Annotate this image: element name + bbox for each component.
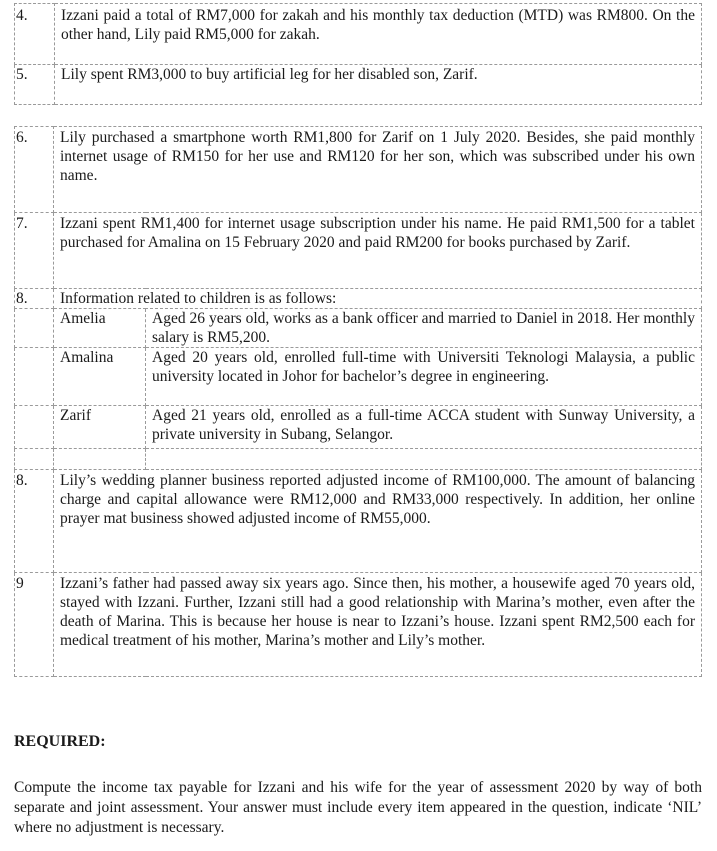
item-number: 8. bbox=[15, 289, 54, 309]
item-number: 7. bbox=[15, 213, 54, 289]
question-row-8-children-heading bbox=[15, 289, 702, 309]
question-row-6 bbox=[15, 127, 702, 213]
child-row-zarif bbox=[15, 406, 702, 449]
child-description: Aged 20 years old, enrolled full-time with Universiti Teknologi Malaysia, a public university located in Johor for bachelor’s degree in engineering. bbox=[146, 348, 702, 406]
question-table-part-1 bbox=[14, 3, 702, 105]
question-row-5 bbox=[15, 65, 702, 105]
child-name: Amalina bbox=[54, 348, 146, 406]
item-text: Lily purchased a smartphone worth RM1,800 for Zarif on 1 July 2020. Besides, she paid monthly internet usage of RM150 for her use and RM120 for her son, which was subscribed under his own name. bbox=[54, 127, 702, 213]
question-table-part-2 bbox=[14, 126, 702, 677]
item-number: 4. bbox=[15, 4, 55, 65]
question-row-4 bbox=[15, 4, 702, 65]
item-text: Izzani spent RM1,400 for internet usage subscription under his name. He paid RM1,500 for a tablet purchased for Amalina on 15 February 2020 and paid RM200 for books purchased by Zarif. bbox=[54, 213, 702, 289]
child-description: Aged 21 years old, enrolled as a full-time ACCA student with Sunway University, a private university in Subang, Selangor. bbox=[146, 406, 702, 449]
empty-row bbox=[15, 449, 702, 470]
child-row-amalina bbox=[15, 348, 702, 406]
item-text: Lily spent RM3,000 to buy artificial leg for her disabled son, Zarif. bbox=[55, 65, 702, 105]
required-instruction: Compute the income tax payable for Izzani and his wife for the year of assessment 2020 by way of both separate and joint assessment. Your answer must include every item appeared in the question, indicate ‘NIL’ where no adjustment is necessary. bbox=[14, 779, 702, 836]
item-text: Izzani’s father had passed away six years ago. Since then, his mother, a housewife aged 70 years old, stayed with Izzani. Further, Izzani still had a good relationship with Marina’s mother, even after the death of Marina. This is because her house is near to Izzani’s house. Izzani spent RM2,500 each for medical treatment of his mother, Marina’s mother and Lily’s mother. bbox=[54, 573, 702, 677]
question-row-9 bbox=[15, 573, 702, 677]
child-name: Amelia bbox=[54, 309, 146, 348]
question-row-7 bbox=[15, 213, 702, 289]
item-text: Izzani paid a total of RM7,000 for zakah and his monthly tax deduction (MTD) was RM800. On the other hand, Lily paid RM5,000 for zakah. bbox=[55, 4, 702, 65]
item-number: 8. bbox=[15, 470, 54, 573]
question-row-8-business bbox=[15, 470, 702, 573]
children-heading: Information related to children is as follows: bbox=[54, 289, 702, 309]
item-text: Lily’s wedding planner business reported adjusted income of RM100,000. The amount of balancing charge and capital allowance were RM12,000 and RM33,000 respectively. In addition, her online prayer mat business showed adjusted income of RM55,000. bbox=[54, 470, 702, 573]
item-number: 6. bbox=[15, 127, 54, 213]
required-heading: REQUIRED: bbox=[14, 733, 106, 750]
child-row-amelia bbox=[15, 309, 702, 348]
item-number: 5. bbox=[15, 65, 55, 105]
child-name: Zarif bbox=[54, 406, 146, 449]
child-description: Aged 26 years old, works as a bank officer and married to Daniel in 2018. Her monthly salary is RM5,200. bbox=[146, 309, 702, 348]
item-number: 9 bbox=[15, 573, 54, 677]
